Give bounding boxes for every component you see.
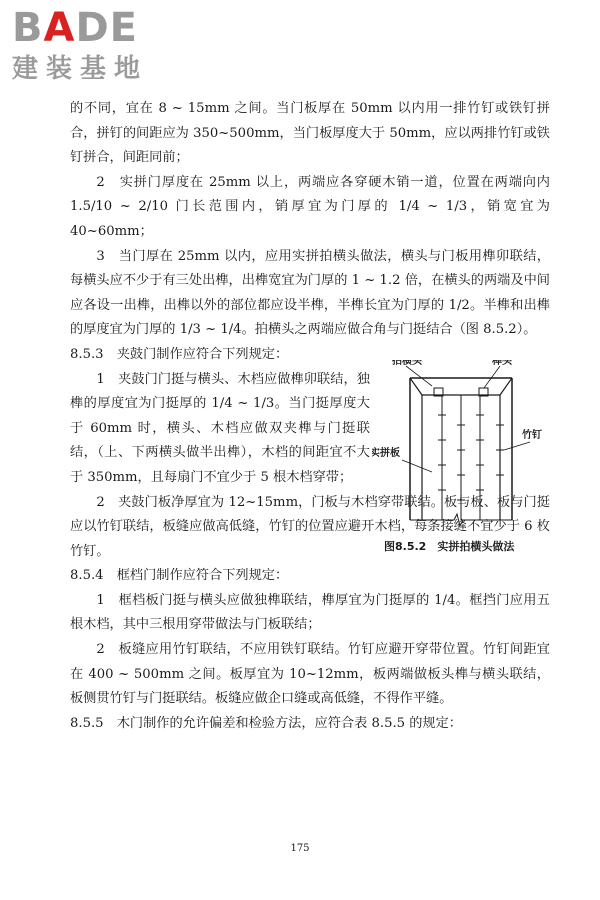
- paragraph: 3 当门厚在 25mm 以内，应用实拼拍横头做法，横头与门板用榫卯联结，每横头应不少于有三处出榫，出榫宽宜为门厚的 1 ~ 1.2 倍，在横头的两端及中间应各设一出榫，出榫以外的部位都应设半榫，半榫长宜为门厚的 1/2。半榫和出榫的厚度宜为门厚的 1/3 ~ 1/4。拍横头之两端应做合角与门挺结合（图 8.5.2）。: [70, 248, 550, 338]
- brand-logo: [12, 6, 148, 84]
- paragraph: 1 框档板门挺与横头应做独榫联结，榫厚宜为门挺厚的 1/4。框挡门应用五根木档，其中三根用穿带做法与门板联结；: [70, 592, 550, 633]
- label-zhuding: 竹钉: [522, 430, 542, 441]
- logo-accent-letter: A: [43, 5, 76, 51]
- door-diagram: [372, 360, 552, 535]
- paragraph: 1 夹鼓门门挺与横头、木档应做榫卯联结，独榫的厚度宜为门挺厚的 1/4 ~ 1/3。当门挺厚度大于 60mm 时，横头、木档应做双夹榫与门挺联结，（上、下两横头做半出榫），木档的间距宜不大于 350mm，且每扇门不宜少于 5 根木档穿带；: [70, 371, 370, 485]
- logo-subtitle: 建装基地: [12, 54, 149, 84]
- paragraph: 2 夹鼓门板净厚宜为 12~15mm，门板与木档穿带联结。板与板、板与门挺应以竹钉联结，板缝应做高低缝，竹钉的位置应避开木档，每条接缝不宜少于 6 枚竹钉。: [70, 494, 550, 559]
- logo-wordmark: BADE: [12, 5, 138, 51]
- figure-caption: 图8.5.2 实拼拍横头做法: [384, 540, 515, 553]
- page-number: 175: [290, 843, 310, 854]
- label-suntou: 榫头: [492, 360, 512, 367]
- label-pai-hengtou: 拍横头: [392, 360, 422, 367]
- section-heading: 8.5.3 夹鼓门制作应符合下列规定：: [70, 346, 289, 362]
- label-shipinban: 实拼板: [372, 448, 400, 459]
- paragraph: 2 实拼门厚度在 25mm 以上，两端应各穿硬木销一道，位置在两端向内 1.5/10 ~ 2/10 门长范围内，销厚宜为门厚的 1/4 ~ 1/3，销宽宜为 40~60mm；: [70, 174, 550, 239]
- figure-8-5-2: [372, 360, 552, 560]
- section-heading: 8.5.4 框档门制作应符合下列规定：: [70, 568, 289, 584]
- section-heading: 8.5.5 木门制作的允许偏差和检验方法，应符合表 8.5.5 的规定：: [70, 715, 462, 731]
- paragraph: 2 板缝应用竹钉联结，不应用铁钉联结。竹钉应避开穿带位置。竹钉间距宜在 400 ~ 500mm 之间。板厚宜为 10~12mm，板两端做板头榫与横头联结，板侧贯竹钉与门挺联结。板缝应做企口缝或高低缝，不得作平缝。: [70, 642, 550, 707]
- paragraph: 的不同，宜在 8 ~ 15mm 之间。当门板厚在 50mm 以内用一排竹钉或铁钉拼合，拼钉的间距应为 350~500mm，当门板厚度大于 50mm，应以两排竹钉或铁钉拼合，间距同前；: [70, 101, 550, 166]
